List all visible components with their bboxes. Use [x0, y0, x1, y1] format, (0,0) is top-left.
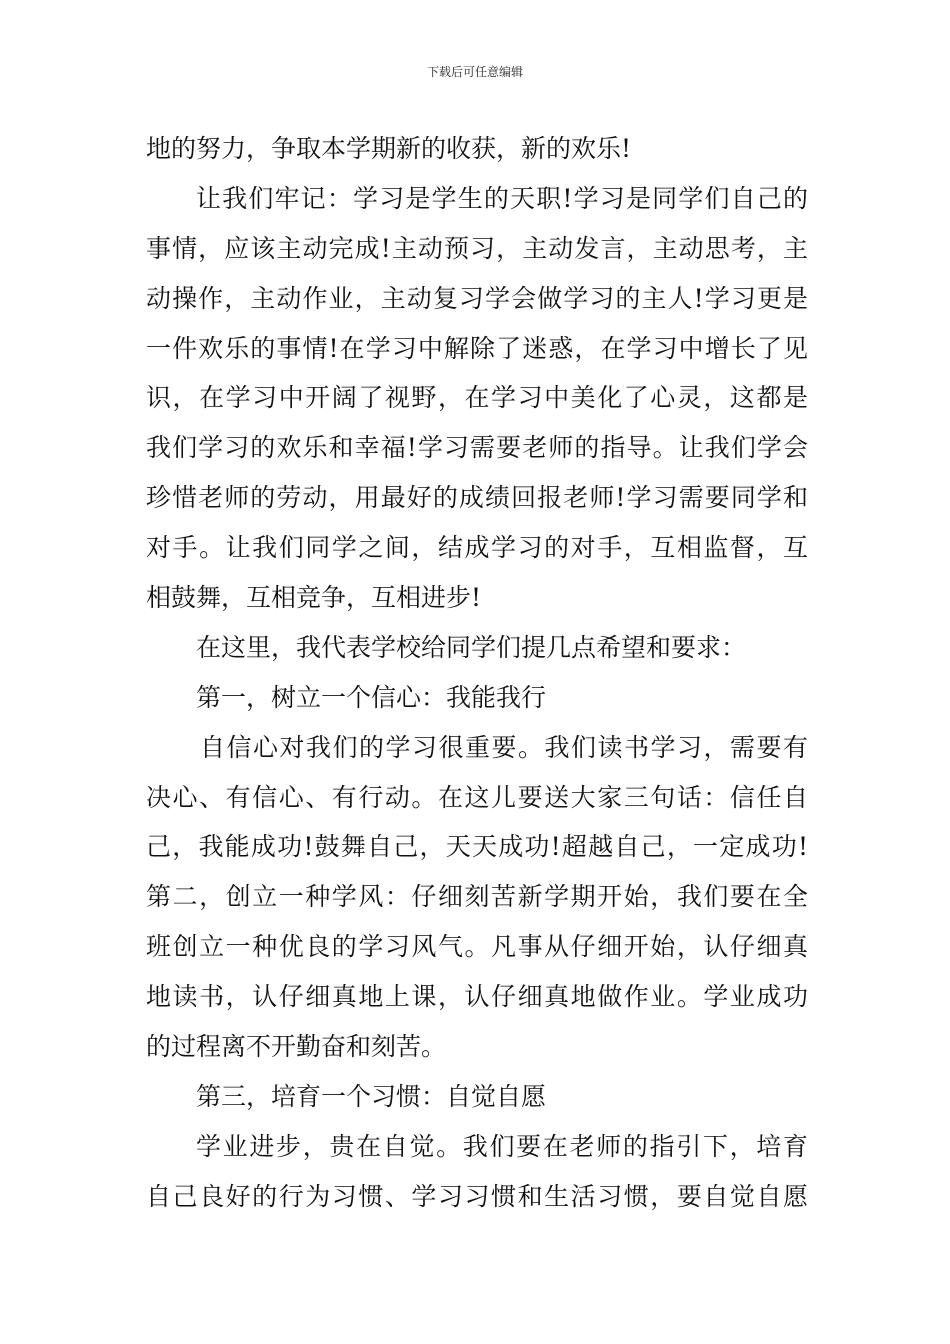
text-line: 地的努力，争取本学期新的收获，新的欢乐!	[146, 134, 632, 163]
text-line: 的过程离不开勤奋和刻苦。	[146, 1032, 447, 1062]
text-line: 识，在学习中开阔了视野，在学习中美化了心灵，这都是	[146, 383, 808, 413]
text-line: 相鼓舞，互相竞争，互相进步!	[146, 583, 482, 613]
paragraph-start-line: 在这里，我代表学校给同学们提几点希望和要求：	[196, 632, 747, 662]
text-line: 地读书，认仔细真地上课，认仔细真地做作业。学业成功	[146, 982, 808, 1012]
text-line: 一件欢乐的事情!在学习中解除了迷惑，在学习中增长了见	[146, 333, 808, 363]
paragraph-start-line: 学业进步，贵在自觉。我们要在老师的指引下，培育	[196, 1131, 808, 1161]
text-line: 我们学习的欢乐和幸福!学习需要老师的指导。让我们学会	[146, 433, 808, 463]
text-line: 决心、有信心、有行动。在这儿要送大家三句话：信任自	[146, 782, 808, 812]
text-line: 事情，应该主动完成!主动预习，主动发言，主动思考，主	[146, 233, 808, 263]
text-line: 己，我能成功!鼓舞自己，天天成功!超越自己，一定成功!	[146, 832, 808, 862]
text-line: 班创立一种优良的学习风气。凡事从仔细开始，认仔细真	[146, 932, 808, 962]
text-line: 对手。让我们同学之间，结成学习的对手，互相监督，互	[146, 533, 808, 563]
text-line: 珍惜老师的劳动，用最好的成绩回报老师!学习需要同学和	[146, 483, 808, 513]
page-header: 下载后可任意编辑	[426, 65, 523, 79]
paragraph-start-line: 让我们牢记：学习是学生的天职!学习是同学们自己的	[196, 183, 808, 213]
section-heading-1: 第一，树立一个信心：我能我行	[196, 682, 547, 712]
section-heading-2-line: 第二，创立一种学风：仔细刻苦新学期开始，我们要在全	[146, 882, 808, 912]
paragraph-start-line: 自信心对我们的学习很重要。我们读书学习，需要有	[200, 732, 808, 762]
text-line: 自己良好的行为习惯、学习习惯和生活习惯，要自觉自愿	[146, 1181, 808, 1211]
text-line: 动操作，主动作业，主动复习学会做学习的主人!学习更是	[146, 283, 808, 313]
section-heading-3: 第三，培育一个习惯：自觉自愿	[196, 1081, 547, 1111]
document-body	[146, 124, 808, 1222]
